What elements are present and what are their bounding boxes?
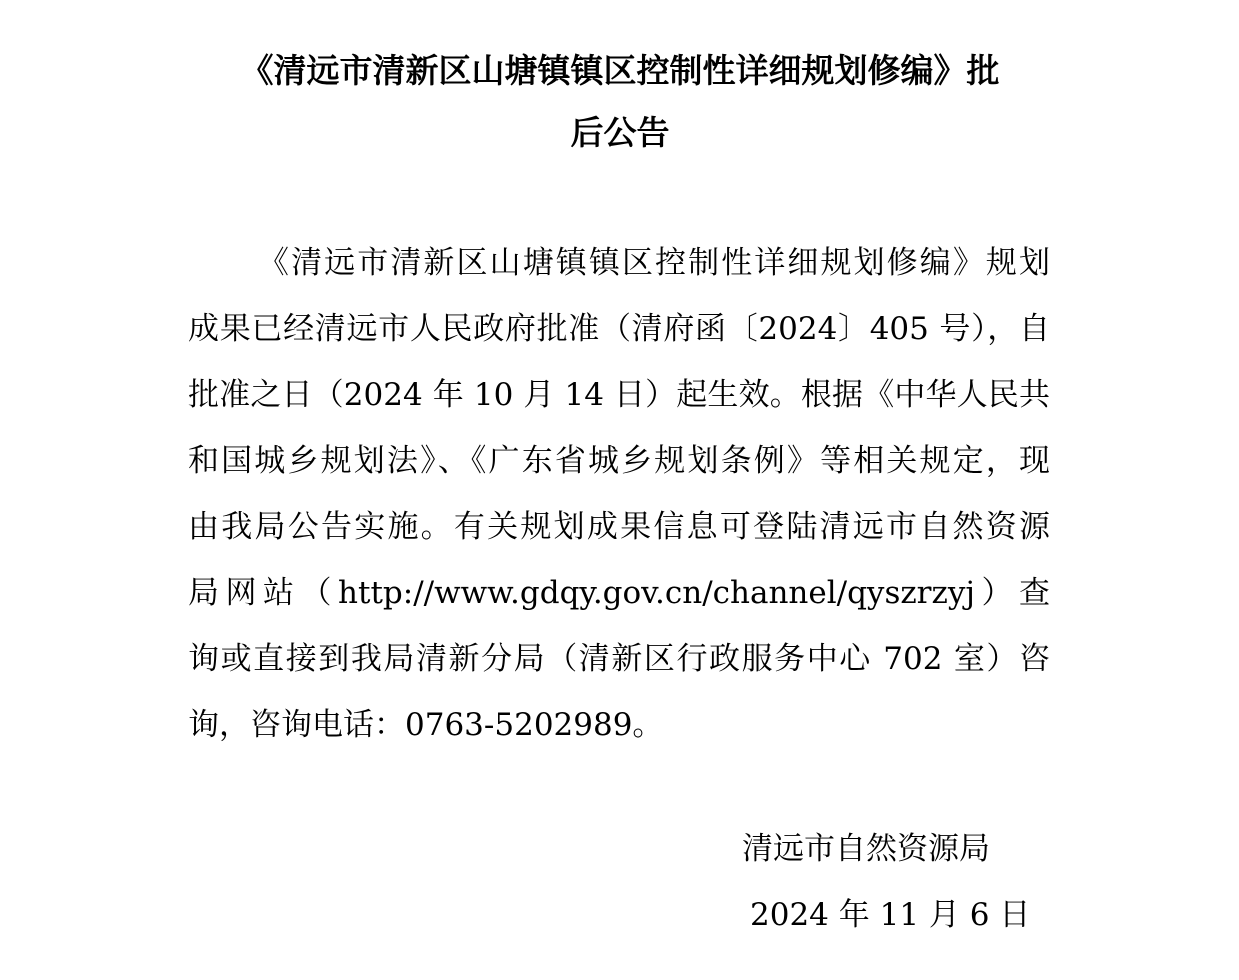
announcement-body — [188, 230, 1050, 758]
body-line-2: 成果已经清远市人民政府批准（清府函〔2024〕405 号），自 — [188, 311, 1050, 347]
issuing-organization: 清远市自然资源局 — [742, 831, 990, 867]
issue-date: 2024 年 11 月 6 日 — [750, 897, 1031, 933]
body-line-6: 局网站（http://www.gdqy.gov.cn/channel/qyszrzyj）查 — [188, 575, 1050, 611]
body-line-3: 批准之日（2024 年 10 月 14 日）起生效。根据《中华人民共 — [188, 377, 1050, 413]
body-line-1: 《清远市清新区山塘镇镇区控制性详细规划修编》规划 — [258, 245, 1050, 281]
title-line-2: 后公告 — [570, 113, 670, 152]
body-line-7: 询或直接到我局清新分局（清新区行政服务中心 702 室）咨 — [188, 641, 1050, 677]
body-line-8: 询，咨询电话：0763-5202989。 — [188, 707, 664, 743]
signature-block — [742, 816, 1031, 948]
title-line-1: 《清远市清新区山塘镇镇区控制性详细规划修编》批 — [240, 51, 1000, 90]
body-line-5: 由我局公告实施。有关规划成果信息可登陆清远市自然资源 — [188, 509, 1050, 545]
document-title — [185, 40, 1055, 164]
body-line-4: 和国城乡规划法》、《广东省城乡规划条例》等相关规定，现 — [188, 443, 1050, 479]
